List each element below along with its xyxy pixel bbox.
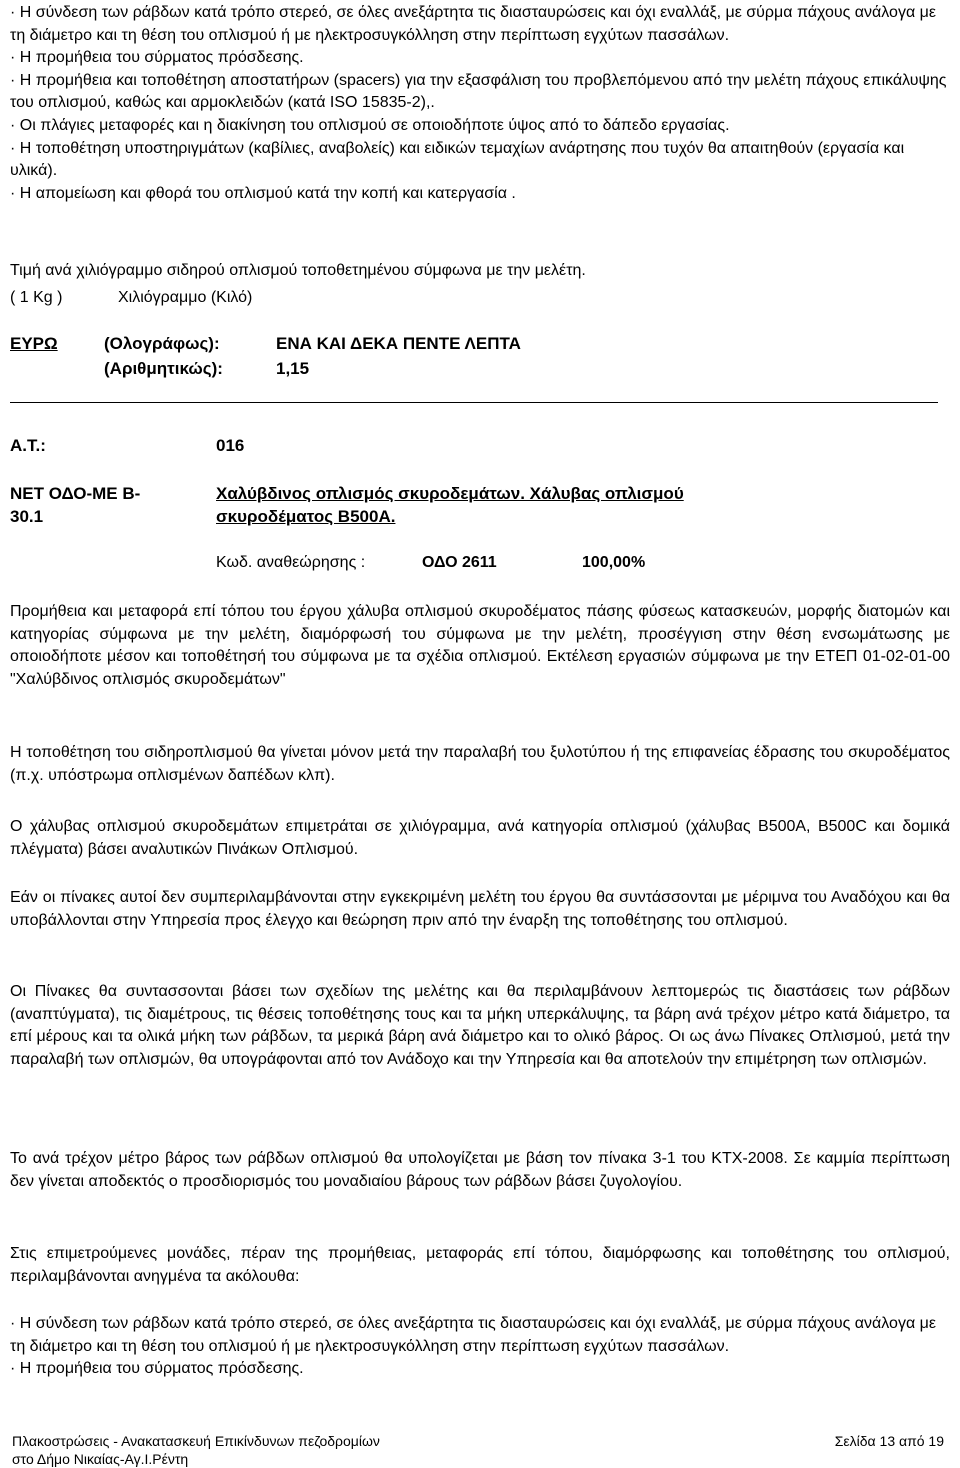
footer-title-line1: Πλακοστρώσεις - Ανακατασκευή Επικίνδυνων πεζοδρομίων (12, 1433, 380, 1449)
body-paragraph: Οι Πίνακες θα συντασσονται βάσει των σχεδίων της μελέτης και θα περιλαμβάνουν λεπτομερώς τις διαστάσεις των ράβδων (αναπτύγματα), τις διαμέτρους, τις θέσεις τοποθέτησης τους και τα μήκη υπερκάλυψης, τα βάρη ανά τρέχον μέτρο κατά διάμετρο, τα επί μέρους και τα ολικά μήκη των ράβδων, τα μερικά βάρη ανά διάμετρο και το ολικό βάρος. Οι ως άνω Πίνακες Οπλισμού, μετά την παραλαβή των οπλισμών, θα υπογράφονται από τον Ανάδοχο και την Υπηρεσία και θα αποτελούν την επιμέτρηση των οπλισμών. (10, 983, 950, 1068)
list-item: · Οι πλάγιες μεταφορές και η διακίνηση του οπλισμού σε οποιοδήποτε ύψος από το δάπεδο εργασίας. (10, 116, 730, 134)
unit-name: Χιλιόγραμμο (Κιλό) (118, 289, 253, 306)
body-paragraph: Ο χάλυβας οπλισμού σκυροδεμάτων επιμετράται σε χιλιόγραμμα, ανά κατηγορία οπλισμού (χάλυβας Β500Α, Β500C και δομικά πλέγματα) βάσει αναλυτικών Πινάκων Οπλισμού. (10, 818, 950, 858)
article-title-line2: σκυροδέματος Β500Α. (216, 507, 396, 526)
price-description: Τιμή ανά χιλιόγραμμο σιδηρού οπλισμού τοποθετημένου σύμφωνα με την μελέτη. (10, 262, 586, 279)
article-title-line1: Χαλύβδινος οπλισμός σκυροδεμάτων. Χάλυβας οπλισμού (216, 484, 684, 503)
body-paragraph: Προμήθεια και μεταφορά επί τόπου του έργου χάλυβα οπλισμού σκυροδέματος πάσης φύσεως κατασκευών, μορφής διατομών και κατηγορίας σύμφωνα με την μελέτη, διαμόρφωσή του σύμφωνα με την μελέτη, προσέγγιση στην θέση ενσωμάτωσης με οποιοδήποτε μέσον και τοποθέτησή του σύμφωνα με τα σχέδια οπλισμού. Εκτέλεση εργασιών σύμφωνα με την ΕΤΕΠ 01-02-01-00 "Χαλύβδινος οπλισμός σκυροδεμάτων" (10, 603, 950, 688)
revision-percent: 100,00% (582, 554, 646, 571)
bottom-bullet-list (10, 1313, 950, 1381)
top-bullet-list (10, 2, 950, 205)
body-paragraph: Το ανά τρέχον μέτρο βάρος των ράβδων οπλισμού θα υπολογίζεται με βάση τον πίνακα 3-1 του ΚΤΧ-2008. Σε καμμία περίπτωση δεν γίνεται αποδεκτός ο προσδιορισμός του μοναδιαίου βάρους των ράβδων βάσει ζυγολογίου. (10, 1150, 950, 1190)
footer-title-line2: στο Δήμο Νικαίας-Αγ.Ι.Ρέντη (12, 1451, 189, 1467)
currency-label: ΕΥΡΩ (10, 334, 58, 353)
list-item: · Η σύνδεση των ράβδων κατά τρόπο στερεό, σε όλες ανεξάρτητα τις διασταυρώσεις και όχι εναλλάξ, με σύρμα πάχους ανάλογα με τη διάμετρο και τη θέση του οπλισμού ή με ηλεκτροσυγκόλληση στην περίπτωση εγχύτων πασσάλων. (10, 1315, 936, 1355)
body-paragraph: Η τοποθέτηση του σιδηροπλισμού θα γίνεται μόνον μετά την παραλαβή του ξυλοτύπου ή της επιφανείας έδρασης του σκυροδέματος (π.χ. υπόστρωμα οπλισμένων δαπέδων κλπ). (10, 744, 950, 784)
body-paragraph: Εάν οι πίνακες αυτοί δεν συμπεριλαμβάνονται στην εγκεκριμένη μελέτη του έργου θα συντάσσονται με μέριμνα του Αναδόχου και θα υποβάλλονται στην Υπηρεσία προς έλεγχο και θεώρηση πριν από την έναρξη της τοποθέτησης του οπλισμού. (10, 889, 950, 929)
numeric-label: (Αριθμητικώς): (104, 359, 223, 378)
revision-code: ΟΔΟ 2611 (422, 554, 497, 571)
list-item: · Η προμήθεια και τοποθέτηση αποστατήρων (spacers) για την εξασφάλιση του προβλεπόμενου από την μελέτη πάχους επικάλυψης του οπλισμού, καθώς και αρμοκλειδών (κατά ISO 15835-2),. (10, 71, 947, 112)
list-item: · Η προμήθεια του σύρματος πρόσδεσης. (10, 1360, 304, 1378)
list-item: · Η τοποθέτηση υποστηριγμάτων (καβίλιες, αναβολείς) και ειδικών τεμαχίων ανάρτησης που τυχόν θα απαιτηθούν (εργασία και υλικά). (10, 139, 905, 180)
numeric-value: 1,15 (276, 359, 310, 378)
body-paragraph: Στις επιμετρούμενες μονάδες, πέραν της προμήθειας, μεταφοράς επί τόπου, διαμόρφωσης και τοποθέτησης του οπλισμού, περιλαμβάνονται ανηγμένα τα ακόλουθα: (10, 1245, 950, 1285)
words-value: ΕΝΑ ΚΑΙ ΔΕΚΑ ΠΕΝΤΕ ΛΕΠΤΑ (276, 334, 521, 353)
revision-label: Κωδ. αναθεώρησης : (216, 554, 366, 571)
unit-code: ( 1 Kg ) (10, 289, 63, 306)
words-label: (Ολογράφως): (104, 334, 220, 353)
page-footer (12, 1432, 952, 1468)
article-code-line2: 30.1 (10, 507, 44, 526)
list-item: · Η σύνδεση των ράβδων κατά τρόπο στερεό, σε όλες ανεξάρτητα τις διασταυρώσεις και όχι εναλλάξ, με σύρμα πάχους ανάλογα με τη διάμετρο και τη θέση του οπλισμού ή με ηλεκτροσυγκόλληση στην περίπτωση εγχύτων πασσάλων. (10, 4, 936, 44)
page-number: Σελίδα 13 από 19 (834, 1433, 944, 1449)
article-code-line1: ΝΕΤ ΟΔΟ-ΜΕ Β- (10, 484, 141, 503)
list-item: · Η προμήθεια του σύρματος πρόσδεσης. (10, 49, 304, 67)
section-divider (10, 402, 938, 403)
list-item: · Η απομείωση και φθορά του οπλισμού κατά την κοπή και κατεργασία . (10, 184, 516, 202)
article-number-label: Α.Τ.: (10, 436, 46, 455)
article-number: 016 (216, 436, 245, 455)
